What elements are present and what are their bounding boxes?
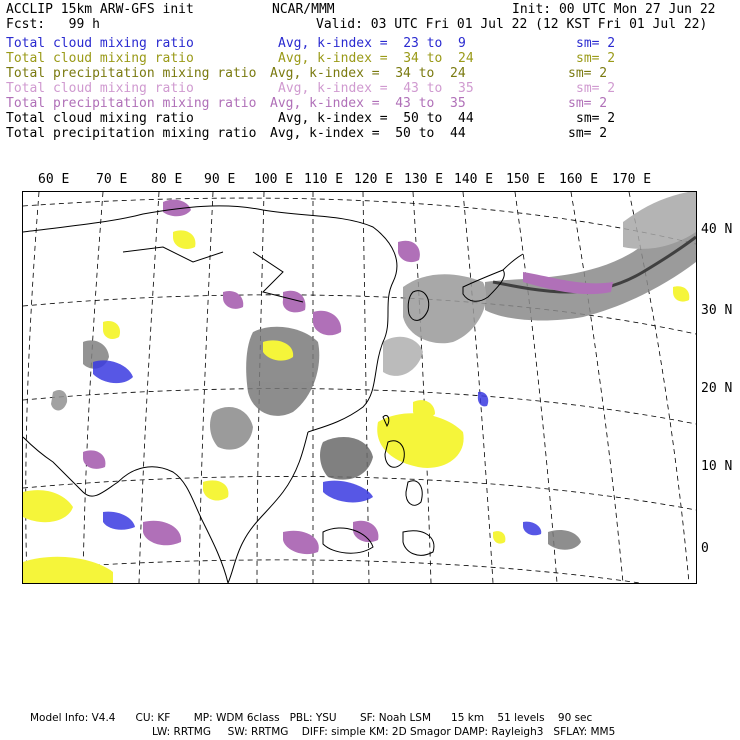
field-avg: Avg, k-index = 43 to 35 [278, 81, 474, 96]
model-info-line2: LW: RRTMG SW: RRTMG DIFF: simple KM: 2D Smagor DAMP: Rayleigh3 SFLAY: MM5 [152, 726, 616, 738]
field-sm: sm= 2 [576, 111, 616, 126]
lon-label: 160 E [559, 172, 599, 187]
field-name: Total cloud mixing ratio [6, 36, 194, 51]
lat-label: 0 [701, 541, 709, 556]
lon-label: 70 E [96, 172, 128, 187]
field-name: Total cloud mixing ratio [6, 111, 194, 126]
gray-cloud-field [51, 192, 696, 550]
field-sm: sm= 2 [576, 36, 616, 51]
field-avg: Avg, k-index = 50 to 44 [270, 126, 466, 141]
lon-label: 80 E [151, 172, 183, 187]
field-avg: Avg, k-index = 34 to 24 [278, 51, 474, 66]
lon-label: 120 E [354, 172, 394, 187]
lon-label: 140 E [454, 172, 494, 187]
lat-label: 40 N [701, 222, 733, 237]
blue-cloud-field [93, 360, 541, 535]
valid-time: Valid: 03 UTC Fri 01 Jul 22 (12 KST Fri 01 Jul 22) [316, 17, 708, 32]
lon-label: 110 E [304, 172, 344, 187]
center-title: NCAR/MMM [272, 2, 335, 17]
lon-label: 90 E [204, 172, 236, 187]
field-sm: sm= 2 [568, 126, 608, 141]
field-sm: sm= 2 [576, 51, 616, 66]
lon-label: 170 E [612, 172, 652, 187]
lat-label: 30 N [701, 303, 733, 318]
lat-label: 10 N [701, 459, 733, 474]
lon-label: 60 E [38, 172, 70, 187]
field-avg: Avg, k-index = 50 to 44 [278, 111, 474, 126]
field-name: Total precipitation mixing ratio [6, 96, 257, 111]
field-avg: Avg, k-index = 23 to 9 [278, 36, 466, 51]
init-time: Init: 00 UTC Mon 27 Jun 22 [512, 2, 716, 17]
lat-label: 20 N [701, 381, 733, 396]
lon-label: 130 E [404, 172, 444, 187]
field-sm: sm= 2 [576, 81, 616, 96]
field-name: Total precipitation mixing ratio [6, 66, 257, 81]
forecast-hour: Fcst: 99 h [6, 17, 100, 32]
field-avg: Avg, k-index = 34 to 24 [270, 66, 466, 81]
field-sm: sm= 2 [568, 66, 608, 81]
field-avg: Avg, k-index = 43 to 35 [270, 96, 466, 111]
model-info-line1: Model Info: V4.4 CU: KF MP: WDM 6class PBL: YSU SF: Noah LSM 15 km 51 levels 90 sec [30, 712, 593, 724]
lon-label: 150 E [506, 172, 546, 187]
lon-label: 100 E [254, 172, 294, 187]
model-title: ACCLIP 15km ARW-GFS init [6, 2, 194, 17]
field-name: Total cloud mixing ratio [6, 81, 194, 96]
field-sm: sm= 2 [568, 96, 608, 111]
map-canvas [23, 192, 696, 583]
field-name: Total precipitation mixing ratio [6, 126, 257, 141]
map-panel [22, 191, 697, 584]
field-name: Total cloud mixing ratio [6, 51, 194, 66]
